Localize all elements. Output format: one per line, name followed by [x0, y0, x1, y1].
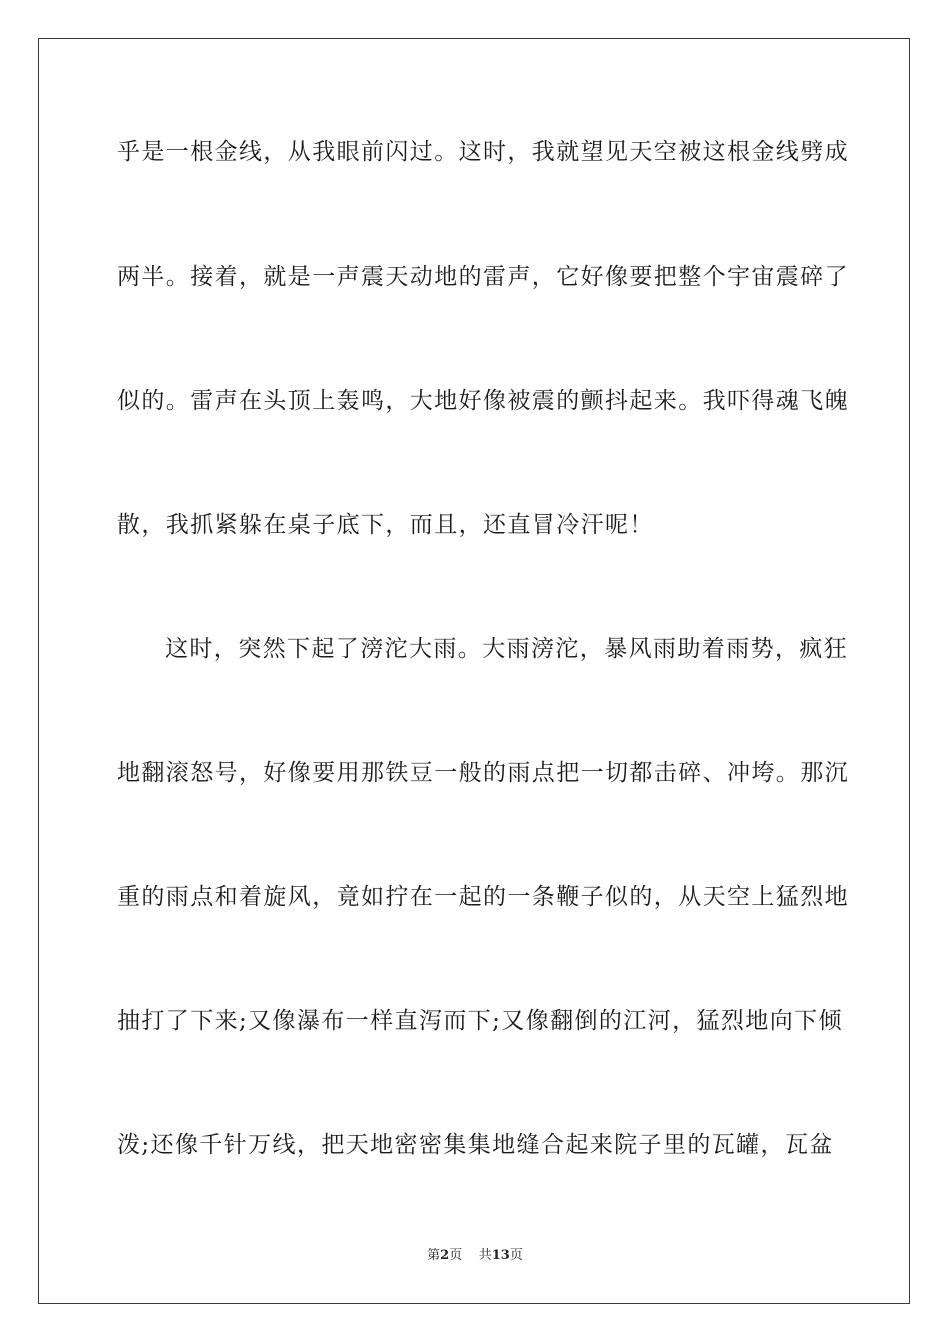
page-label-prefix: 第 [427, 1248, 441, 1263]
text-line: 重的雨点和着旋风，竟如拧在一起的一条鞭子似的，从天空上猛烈地 [117, 884, 849, 910]
page-label-suffix: 页 [449, 1248, 463, 1263]
text-line: 泼;还像千针万线，把天地密密集集地缝合起来院子里的瓦罐，瓦盆 [117, 1132, 834, 1158]
page-number: 2 [440, 1248, 450, 1263]
total-label-suffix: 页 [509, 1248, 523, 1263]
total-label-prefix: 共 [478, 1248, 492, 1263]
text-line: 散，我抓紧躲在桌子底下，而且，还直冒冷汗呢！ [117, 512, 654, 538]
total-pages: 13 [491, 1248, 510, 1263]
text-line: 两半。接着，就是一声震天动地的雷声，它好像要把整个宇宙震碎了 [117, 264, 849, 290]
page-footer [0, 1248, 950, 1264]
paragraph-first-line: 这时，突然下起了滂沱大雨。大雨滂沱，暴风雨助着雨势，疯狂 [165, 636, 849, 662]
text-line: 地翻滚怒号，好像要用那铁豆一般的雨点把一切都击碎、冲垮。那沉 [117, 760, 849, 786]
text-line: 似的。雷声在头顶上轰鸣，大地好像被震的颤抖起来。我吓得魂飞魄 [117, 388, 849, 414]
page-border [38, 38, 910, 1304]
text-line: 抽打了下来;又像瀑布一样直泻而下;又像翻倒的江河，猛烈地向下倾 [117, 1008, 843, 1034]
text-line: 乎是一根金线，从我眼前闪过。这时，我就望见天空被这根金线劈成 [117, 139, 849, 165]
